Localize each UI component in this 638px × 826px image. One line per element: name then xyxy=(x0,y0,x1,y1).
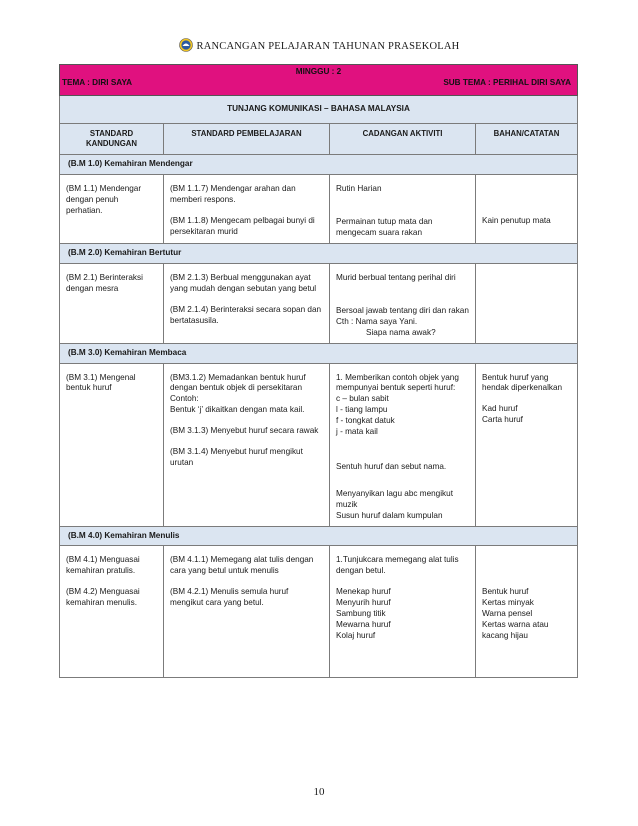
pembelajaran-text: (BM 4.2.1) Menulis semula huruf mengikut cara yang betul. xyxy=(170,587,289,608)
pembelajaran-text: Bentuk ‘j’ dikaitkan dengan mata kail. xyxy=(170,405,305,415)
bahan-text: Kertas warna atau kacang hijau xyxy=(482,620,549,641)
bahan-text: Kertas minyak xyxy=(482,598,534,608)
section-title: (B.M 3.0) Kemahiran Membaca xyxy=(60,343,578,363)
aktiviti-text: l - tiang lampu xyxy=(336,405,388,415)
pembelajaran-text: (BM 1.1.7) Mendengar arahan dan memberi respons. xyxy=(170,184,296,205)
column-header: STANDARD PEMBELAJARAN xyxy=(164,123,330,155)
kandungan-text: (BM 3.1) Mengenal bentuk huruf xyxy=(66,372,136,393)
table-row xyxy=(60,546,578,678)
theme-row xyxy=(60,78,578,95)
aktiviti-text: Mewarna huruf xyxy=(336,620,391,629)
school-logo-icon xyxy=(179,38,193,52)
aktiviti-text: Menekap huruf xyxy=(336,587,391,597)
bahan-text: Kad huruf xyxy=(482,404,518,414)
subtheme-label: SUB TEMA : PERIHAL DIRI SAYA xyxy=(443,77,571,87)
column-header: CADANGAN AKTIVITI xyxy=(330,123,476,155)
header-title: RANCANGAN PELAJARAN TAHUNAN PRASEKOLAH xyxy=(196,41,460,52)
table-row xyxy=(60,175,578,244)
aktiviti-text: Cth : Nama saya Yani. xyxy=(336,316,418,326)
lesson-table xyxy=(59,64,578,678)
section-row xyxy=(60,526,578,546)
bahan-text: Bentuk huruf yang hendak diperkenalkan xyxy=(482,372,563,393)
aktiviti-text: j - mata kail xyxy=(336,427,378,437)
pembelajaran-text: (BM 2.1.4) Berinteraksi secara sopan dan bertatasusila. xyxy=(170,304,322,325)
pembelajaran-text: (BM 3.1.3) Menyebut huruf secara rawak xyxy=(170,426,319,436)
aktiviti-text: Bersoal jawab tentang diri dan rakan xyxy=(336,305,469,315)
table-row xyxy=(60,263,578,343)
section-row xyxy=(60,155,578,175)
tunjang-row xyxy=(60,95,578,123)
week-row xyxy=(60,65,578,78)
aktiviti-text: Rutin Harian xyxy=(336,184,382,194)
section-title: (B.M 2.0) Kemahiran Bertutur xyxy=(60,244,578,264)
bahan-text: Warna pensel xyxy=(482,609,533,619)
column-header-row xyxy=(60,123,578,155)
pembelajaran-text: (BM 1.1.8) Mengecam pelbagai bunyi di persekitaran murid xyxy=(170,216,315,237)
lesson-plan xyxy=(59,64,577,678)
section-row xyxy=(60,244,578,264)
week-label: MINGGU : 2 xyxy=(60,65,578,78)
page-number: 10 xyxy=(313,786,325,798)
column-header: BAHAN/CATATAN xyxy=(476,123,578,155)
aktiviti-text: Kolaj huruf xyxy=(336,630,376,640)
pembelajaran-text: (BM 4.1.1) Memegang alat tulis dengan cara yang betul untuk menulis xyxy=(170,555,314,576)
kandungan-text: (BM 2.1) Berinteraksi dengan mesra xyxy=(66,272,143,293)
column-header: STANDARD KANDUNGAN xyxy=(60,123,164,155)
pembelajaran-text: Contoh: xyxy=(170,394,199,404)
aktiviti-text: c – bulan sabit xyxy=(336,394,389,404)
kandungan-text: (BM 4.2) Menguasai kemahiran menulis. xyxy=(66,587,140,608)
aktiviti-text: Siapa nama awak? xyxy=(366,327,436,337)
section-row xyxy=(60,343,578,363)
aktiviti-text: 1. Memberikan contoh objek yang mempunyai bentuk seperti huruf: xyxy=(336,372,459,393)
section-title: (B.M 1.0) Kemahiran Mendengar xyxy=(60,155,578,175)
theme-label: TEMA : DIRI SAYA xyxy=(62,77,133,87)
section-title: (B.M 4.0) Kemahiran Menulis xyxy=(60,526,578,546)
aktiviti-text: Sambung titik xyxy=(336,609,386,619)
aktiviti-text: Murid berbual tentang perihal diri xyxy=(336,272,456,282)
table-row xyxy=(60,363,578,526)
aktiviti-text: 1.Tunjukcara memegang alat tulis dengan betul. xyxy=(336,555,459,576)
aktiviti-text: Permainan tutup mata dan mengecam suara rakan xyxy=(336,217,433,238)
tunjang-title: TUNJANG KOMUNIKASI – BAHASA MALAYSIA xyxy=(60,95,578,123)
aktiviti-text: Menyanyikan lagu abc mengikut muzik xyxy=(336,488,453,509)
aktiviti-text: Menyurih huruf xyxy=(336,598,391,608)
pembelajaran-text: (BM 2.1.3) Berbual menggunakan ayat yang mudah dengan sebutan yang betul xyxy=(170,272,317,293)
bahan-text: Carta huruf xyxy=(482,415,523,425)
kandungan-text: (BM 1.1) Mendengar dengan penuh perhatian. xyxy=(66,184,142,216)
aktiviti-text: f - tongkat datuk xyxy=(336,416,395,426)
bahan-text: Bentuk huruf xyxy=(482,587,529,597)
aktiviti-text: Sentuh huruf dan sebut nama. xyxy=(336,461,447,471)
kandungan-text: (BM 4.1) Menguasai kemahiran pratulis. xyxy=(66,555,140,576)
bahan-text: Kain penutup mata xyxy=(482,216,551,226)
pembelajaran-text: (BM3.1.2) Memadankan bentuk huruf dengan bentuk objek di persekitaran xyxy=(170,372,306,393)
page-header xyxy=(0,38,638,52)
aktiviti-text: Susun huruf dalam kumpulan xyxy=(336,510,443,520)
pembelajaran-text: (BM 3.1.4) Menyebut huruf mengikut urutan xyxy=(170,447,303,467)
